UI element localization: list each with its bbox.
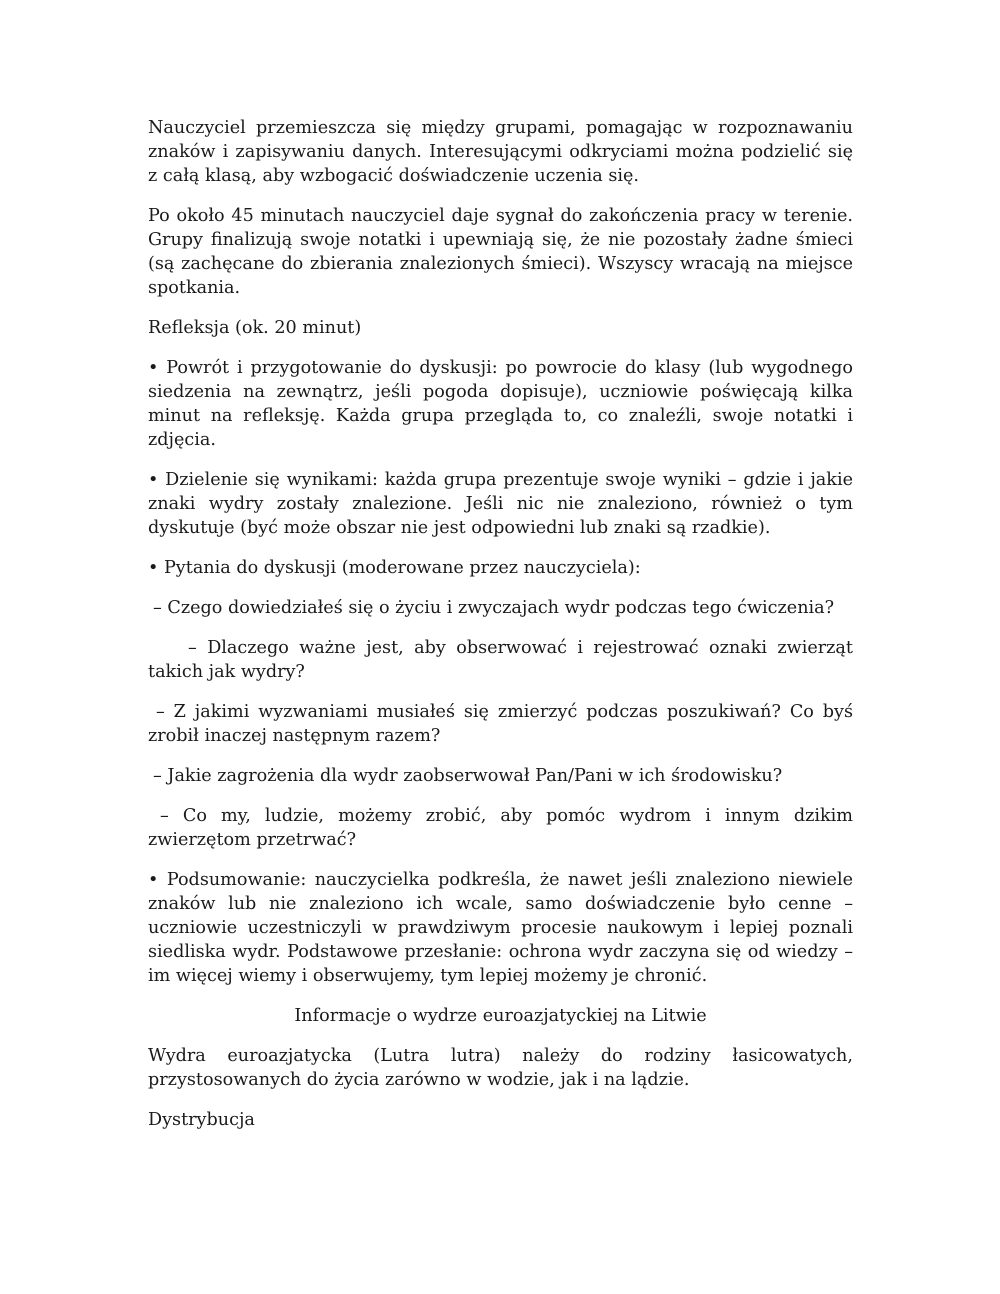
bullet-discussion-questions: • Pytania do dyskusji (moderowane przez nauczyciela):	[148, 558, 641, 578]
question-item: – Czego dowiedziałeś się o życiu i zwyczajach wydr podczas tego ćwiczenia?	[153, 598, 835, 618]
paragraph-end-fieldwork: Po około 45 minutach nauczyciel daje sygnał do zakończenia pracy w terenie. Grupy finalizują swoje notatki i upewniają się, że nie pozostały żadne śmieci (są zachęcane do zbierania znalezionych śmieci). Wszyscy wracają na miejsce spotkania.	[148, 206, 853, 298]
bullet-return-preparation: • Powrót i przygotowanie do dyskusji: po powrocie do klasy (lub wygodnego siedzenia na zewnątrz, jeśli pogoda dopisuje), uczniowie poświęcają kilka minut na refleksję. Każda grupa przegląda to, co znaleźli, swoje notatki i zdjęcia.	[148, 358, 853, 450]
question-item: – Jakie zagrożenia dla wydr zaobserwował Pan/Pani w ich środowisku?	[153, 766, 783, 786]
bullet-summary: • Podsumowanie: nauczycielka podkreśla, że nawet jeśli znaleziono niewiele znaków lub nie znaleziono ich wcale, samo doświadczenie było cenne – uczniowie uczestniczyli w prawdziwym procesie naukowym i lepiej poznali siedliska wydr. Podstawowe przesłanie: ochrona wydr zaczyna się od wiedzy – im więcej wiemy i obserwujemy, tym lepiej możemy je chronić.	[148, 870, 853, 986]
reflection-heading: Refleksja (ok. 20 minut)	[148, 318, 362, 338]
section-title: Informacje o wydrze euroazjatyckiej na Litwie	[294, 1006, 707, 1026]
question-item: – Co my, ludzie, możemy zrobić, aby pomóc wydrom i innym dzikim zwierzętom przetrwać?	[148, 806, 853, 850]
question-item: – Z jakimi wyzwaniami musiałeś się zmierzyć podczas poszukiwań? Co byś zrobił inaczej następnym razem?	[148, 702, 853, 746]
bullet-sharing-results: • Dzielenie się wynikami: każda grupa prezentuje swoje wyniki – gdzie i jakie znaki wydry zostały znalezione. Jeśli nic nie znaleziono, również o tym dyskutuje (być może obszar nie jest odpowiedni lub znaki są rzadkie).	[148, 470, 853, 538]
distribution-heading: Dystrybucja	[148, 1110, 255, 1130]
paragraph-otter-intro: Wydra euroazjatycka (Lutra lutra) należy do rodziny łasicowatych, przystosowanych do życia zarówno w wodzie, jak i na lądzie.	[148, 1046, 853, 1090]
question-item: – Dlaczego ważne jest, aby obserwować i rejestrować oznaki zwierząt takich jak wydry?	[148, 638, 853, 682]
paragraph-teacher-moves: Nauczyciel przemieszcza się między grupami, pomagając w rozpoznawaniu znaków i zapisywaniu danych. Interesującymi odkryciami można podzielić się z całą klasą, aby wzbogacić doświadczenie uczenia się.	[148, 118, 853, 186]
document-page	[148, 116, 853, 1148]
